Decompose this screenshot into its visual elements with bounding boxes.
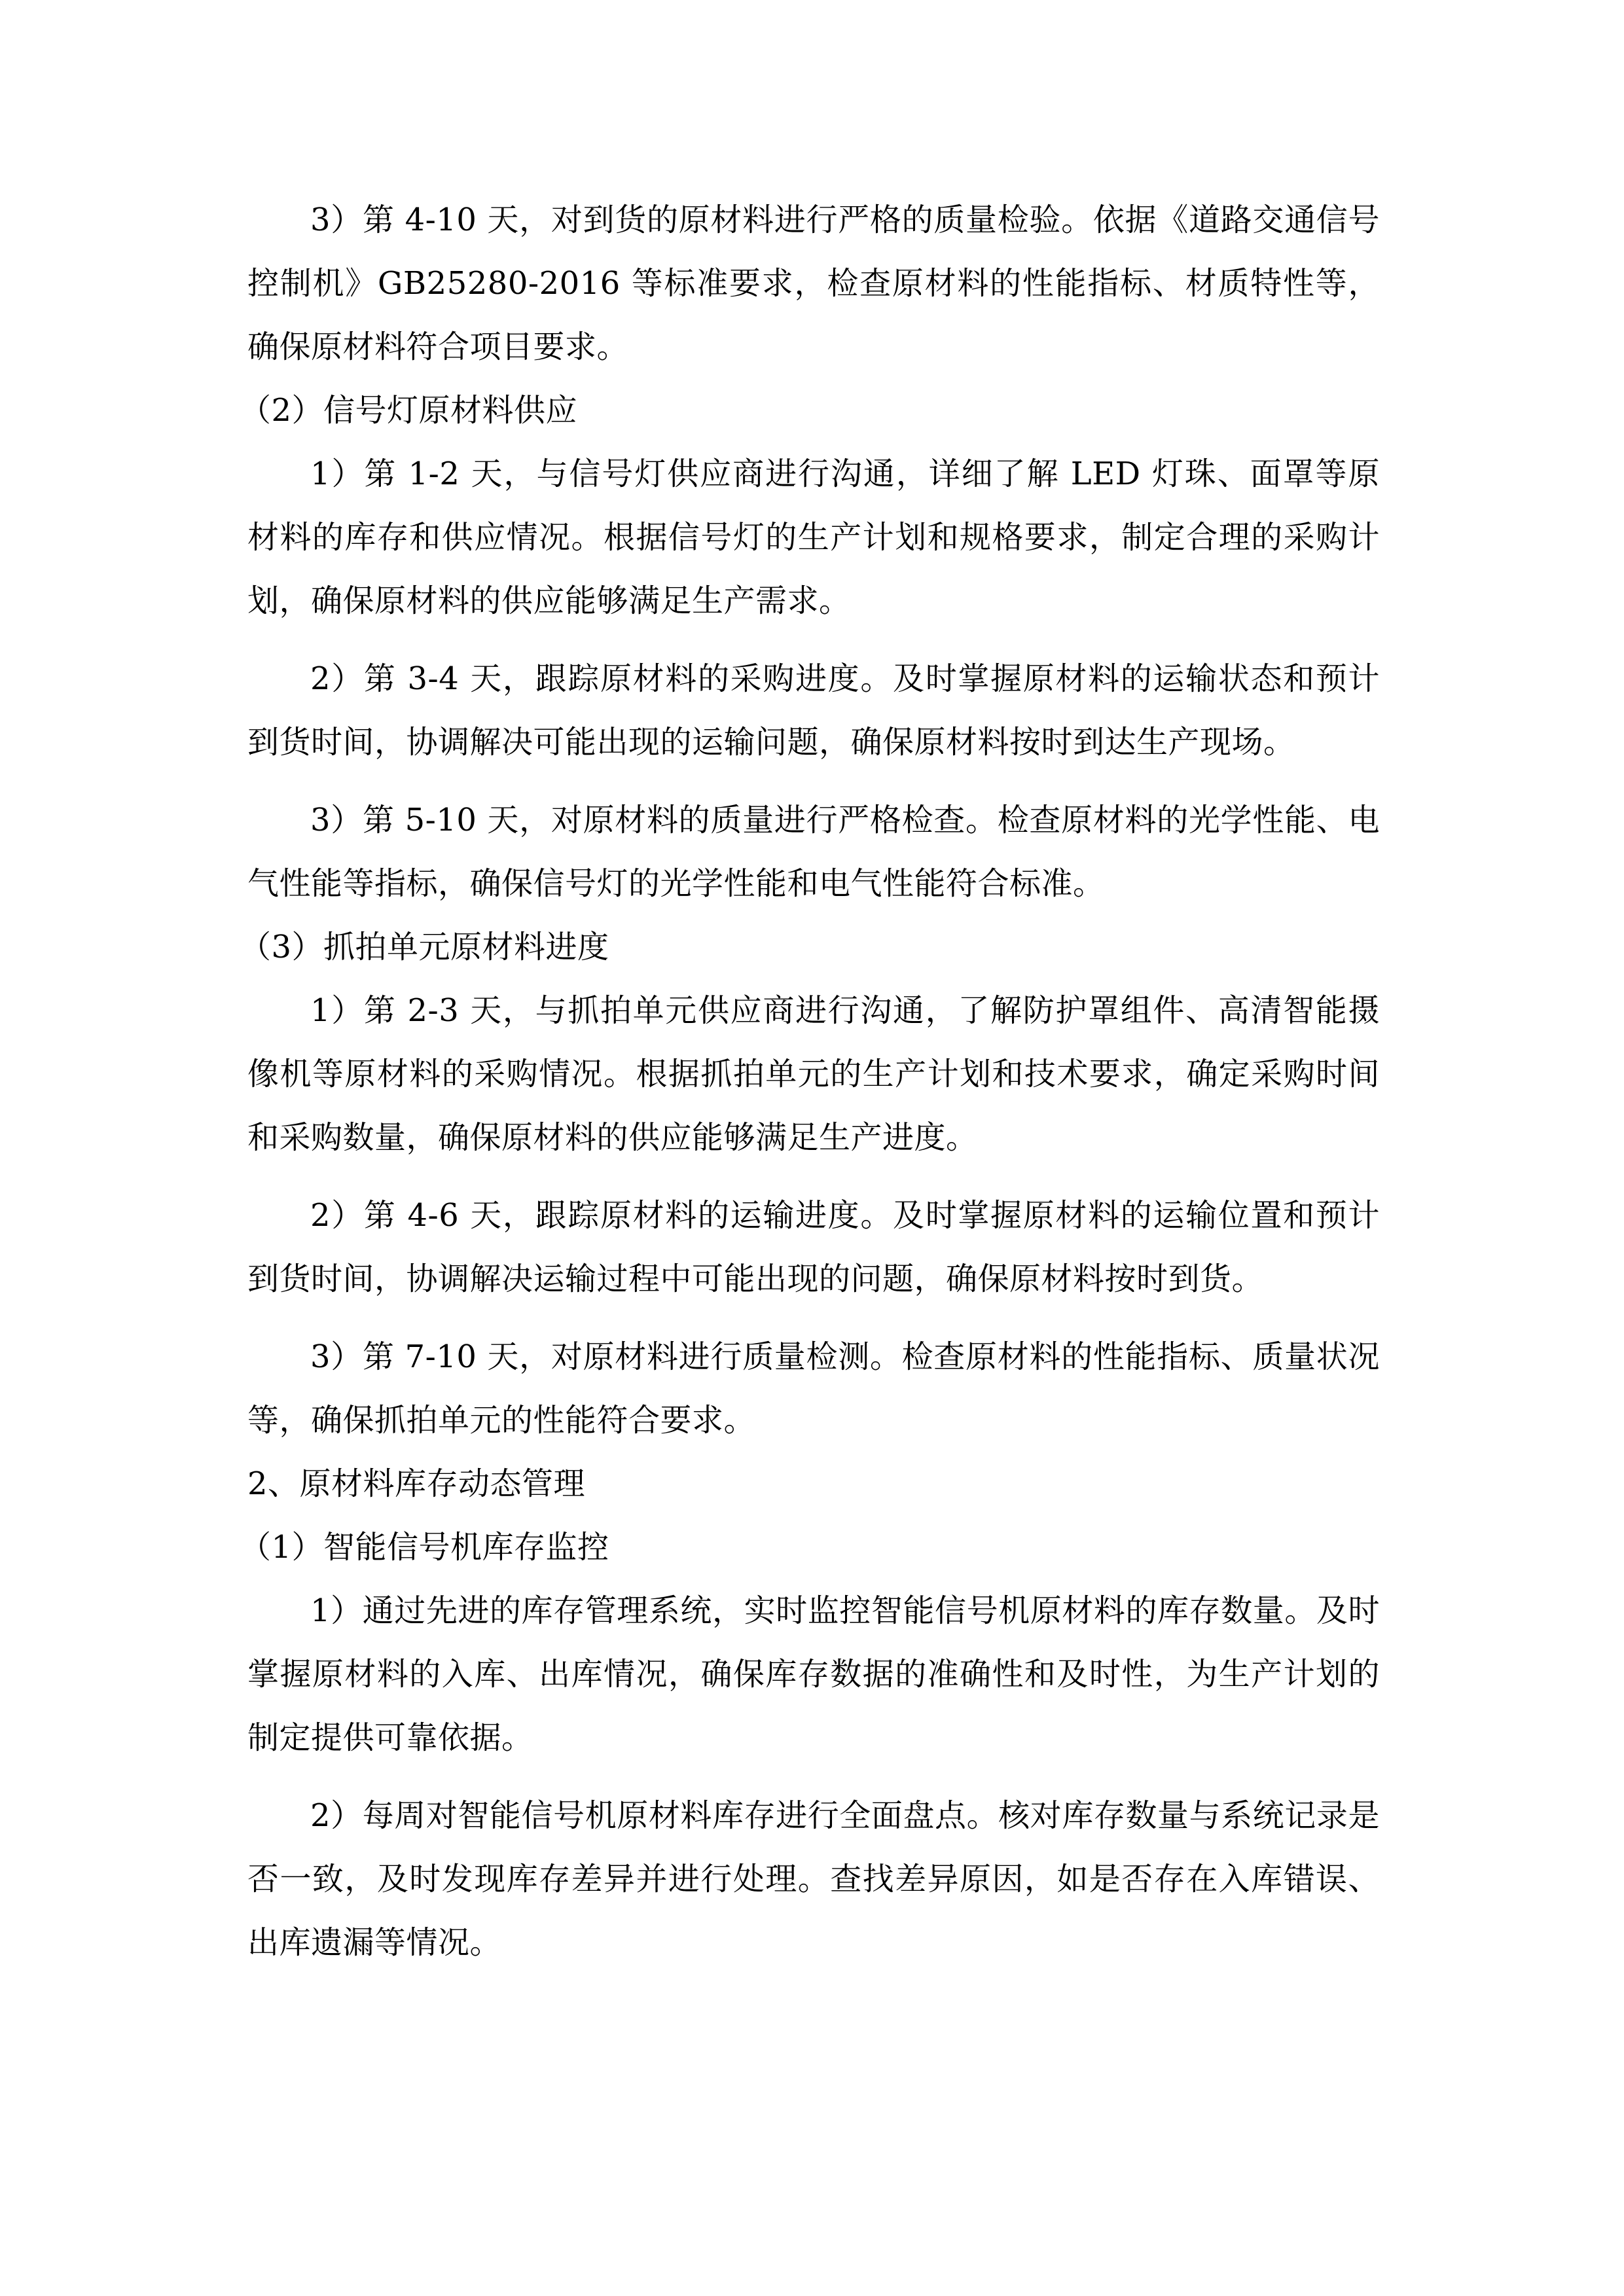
paragraph-3-1: 1）第 2-3 天，与抓拍单元供应商进行沟通，了解防护罩组件、高清智能摄像机等原材料的采购情况。根据抓拍单元的生产计划和技术要求，确定采购时间和采购数量，确保原材料的供应能够满足生产进度。 — [247, 992, 1380, 1156]
paragraph-2-1: 1）第 1-2 天，与信号灯供应商进行沟通，详细了解 LED 灯珠、面罩等原材料的库存和供应情况。根据信号灯的生产计划和规格要求，制定合理的采购计划，确保原材料的供应能够满足生产需求。 — [247, 456, 1380, 619]
paragraph-3-3: 3）第 7-10 天，对原材料进行质量检测。检查原材料的性能指标、质量状况等，确保抓拍单元的性能符合要求。 — [247, 1338, 1380, 1439]
paragraph-3-2: 2）第 4-6 天，跟踪原材料的运输进度。及时掌握原材料的运输位置和预计到货时间，协调解决运输过程中可能出现的问题，确保原材料按时到货。 — [247, 1197, 1380, 1297]
paragraph-4-2: 2）每周对智能信号机原材料库存进行全面盘点。核对库存数量与系统记录是否一致，及时发现库存差异并进行处理。查找差异原因，如是否存在入库错误、出库遗漏等情况。 — [247, 1797, 1380, 1961]
paragraph-4-1: 1）通过先进的库存管理系统，实时监控智能信号机原材料的库存数量。及时掌握原材料的入库、出库情况，确保库存数据的准确性和及时性，为生产计划的制定提供可靠依据。 — [247, 1592, 1380, 1756]
paragraph-2-3: 3）第 5-10 天，对原材料的质量进行严格检查。检查原材料的光学性能、电气性能等指标，确保信号灯的光学性能和电气性能符合标准。 — [247, 802, 1380, 902]
section-heading-inventory-management: 2、原材料库存动态管理 — [247, 1465, 586, 1502]
heading-signal-machine-inventory: （1）智能信号机库存监控 — [240, 1529, 609, 1566]
paragraph-1-3: 3）第 4-10 天，对到货的原材料进行严格的质量检验。依据《道路交通信号控制机》GB25280-2016 等标准要求，检查原材料的性能指标、材质特性等，确保原材料符合项目要求。 — [247, 202, 1380, 365]
heading-signal-light-supply: （2）信号灯原材料供应 — [240, 392, 578, 429]
paragraph-2-2: 2）第 3-4 天，跟踪原材料的采购进度。及时掌握原材料的运输状态和预计到货时间，协调解决可能出现的运输问题，确保原材料按时到达生产现场。 — [247, 660, 1380, 761]
heading-capture-unit-progress: （3）抓拍单元原材料进度 — [240, 929, 609, 965]
document-page — [240, 188, 1380, 1975]
